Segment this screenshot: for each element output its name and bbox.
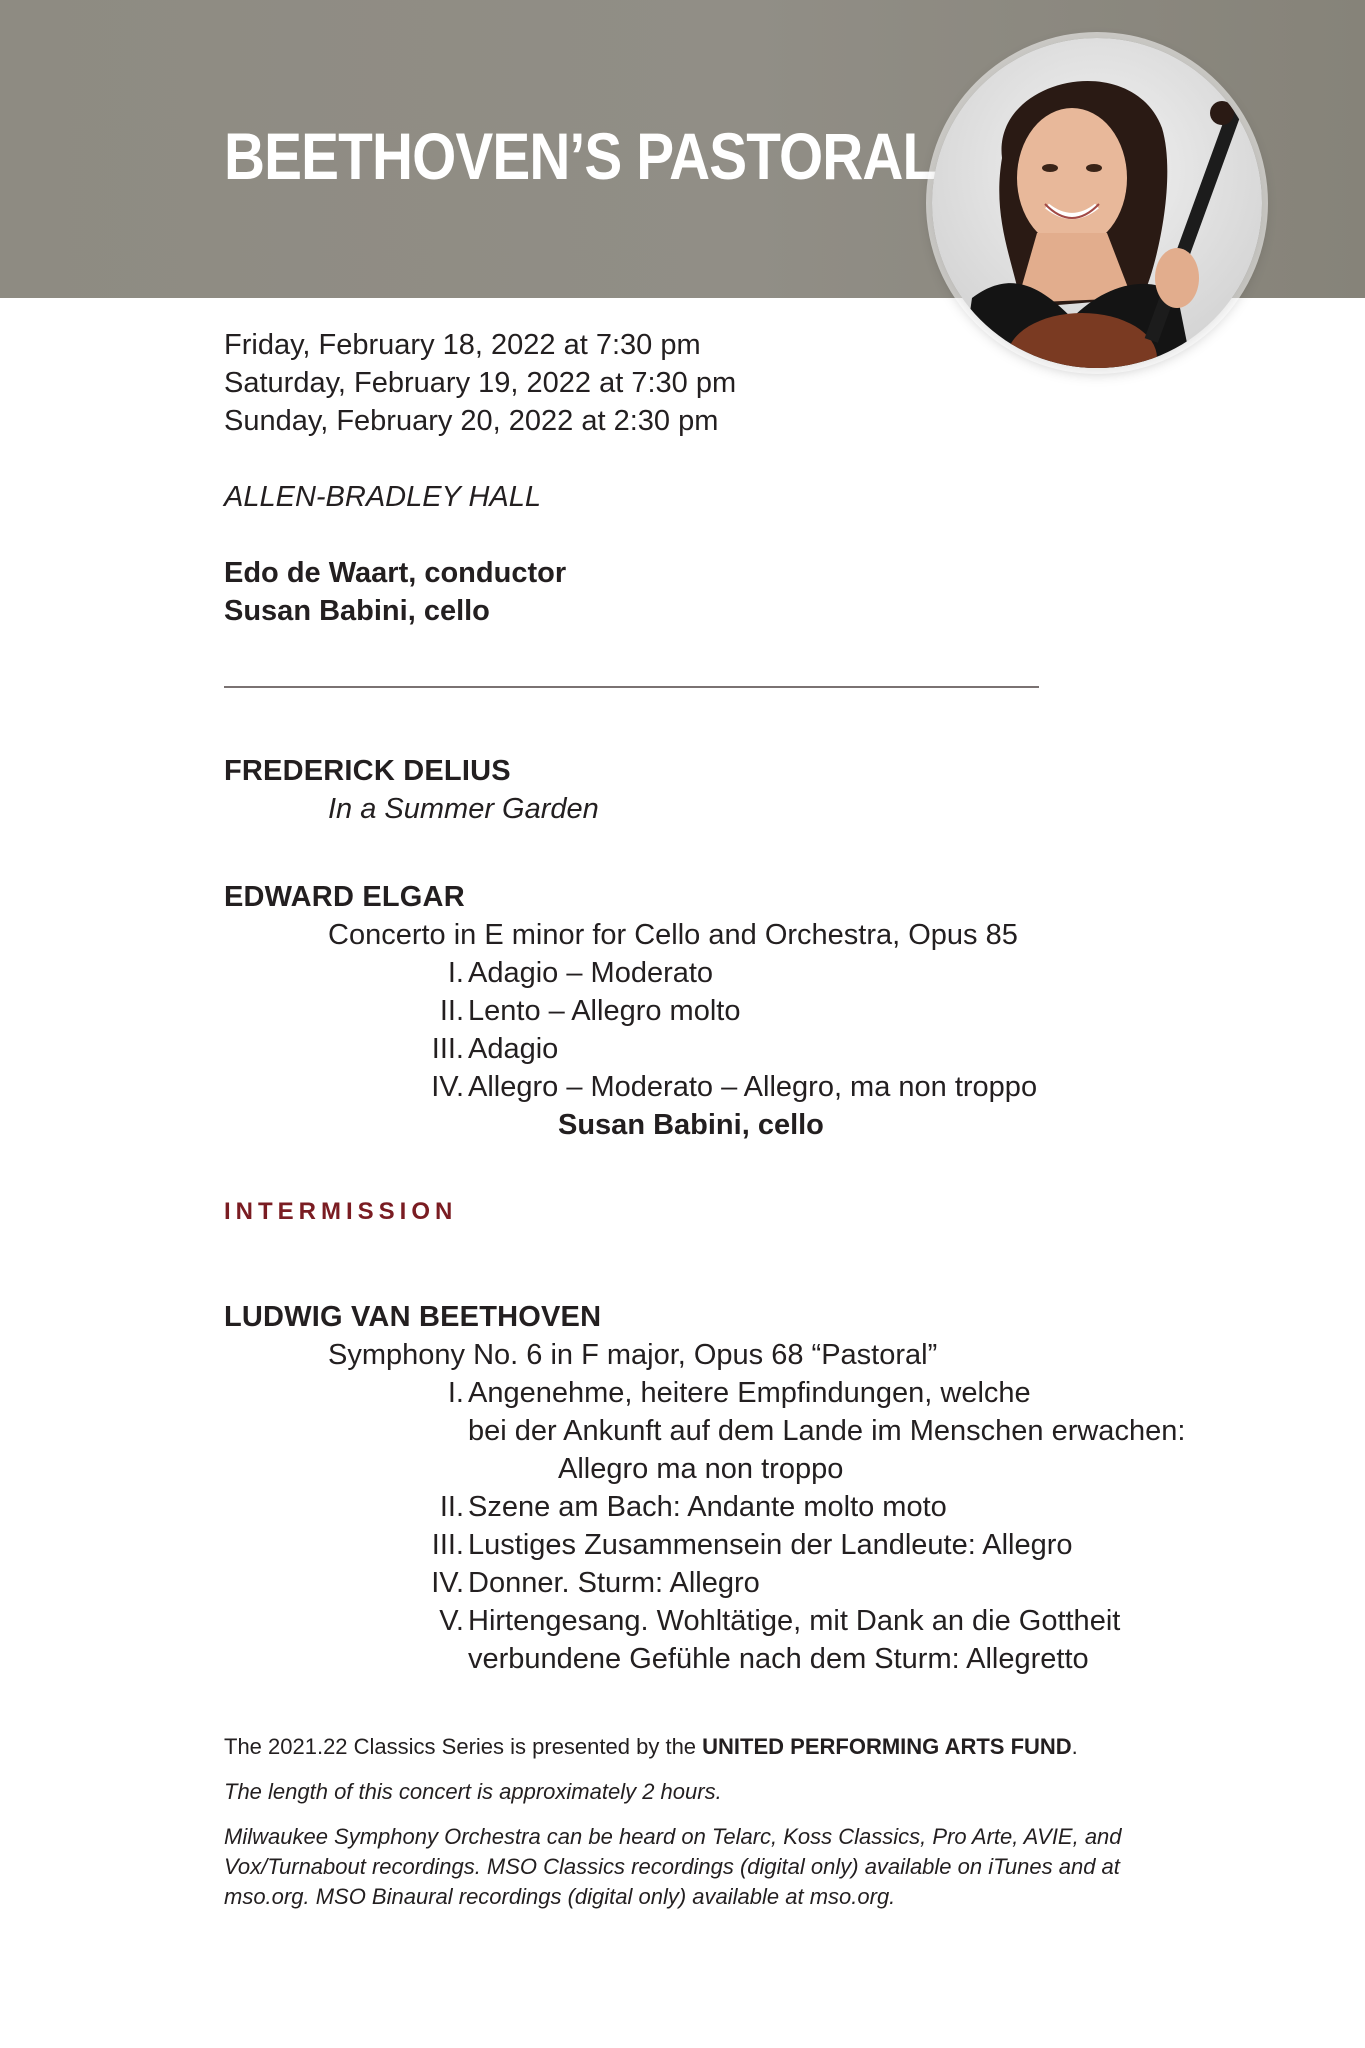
movement-number: V. — [439, 1605, 464, 1637]
movement-title: Donner. Sturm: Allegro — [468, 1567, 760, 1599]
elgar-soloist: Susan Babini, cello — [558, 1109, 824, 1141]
intermission-heading: INTERMISSION — [224, 1198, 458, 1225]
movement-title: Allegro – Moderato – Allegro, ma non troppo — [468, 1071, 1038, 1103]
movement-title-continued: verbundene Gefühle nach dem Sturm: Allegretto — [468, 1643, 1089, 1675]
cellist-portrait-icon — [932, 38, 1262, 368]
movement-number: IV. — [431, 1071, 464, 1103]
movement-number: II. — [439, 1491, 464, 1523]
date-1: Friday, February 18, 2022 at 7:30 pm — [224, 329, 701, 361]
sponsor-suffix: . — [1071, 1734, 1078, 1759]
movement-title: Adagio – Moderato — [468, 957, 714, 989]
work-delius: In a Summer Garden — [328, 793, 599, 825]
venue: ALLEN-BRADLEY HALL — [224, 481, 542, 513]
work-elgar: Concerto in E minor for Cello and Orchestra, Opus 85 — [328, 919, 1018, 951]
divider — [224, 686, 1039, 688]
movement-title: Adagio — [468, 1033, 559, 1065]
sponsor-line — [224, 1732, 1078, 1762]
movement-number: II. — [439, 995, 464, 1027]
recordings-line-3: mso.org. MSO Binaural recordings (digital only) available at mso.org. — [224, 1884, 896, 1909]
movement-number: IV. — [431, 1567, 464, 1599]
page-title: BEETHOVEN’S PASTORAL — [224, 119, 937, 193]
composer-elgar: EDWARD ELGAR — [224, 881, 465, 913]
movement-title: Lento – Allegro molto — [468, 995, 741, 1027]
movement-tempo: Allegro ma non troppo — [558, 1453, 844, 1485]
composer-beethoven: LUDWIG VAN BEETHOVEN — [224, 1301, 602, 1333]
movement-title: Hirtengesang. Wohltätige, mit Dank an die Gottheit — [468, 1605, 1121, 1637]
movement-number: III. — [431, 1529, 464, 1561]
length-note: The length of this concert is approximately 2 hours. — [224, 1779, 722, 1804]
sponsor-name: UNITED PERFORMING ARTS FUND — [702, 1734, 1072, 1759]
work-beethoven: Symphony No. 6 in F major, Opus 68 “Pastoral” — [328, 1339, 938, 1371]
movement-number: I. — [447, 957, 464, 989]
movement-title: Szene am Bach: Andante molto moto — [468, 1491, 947, 1523]
date-2: Saturday, February 19, 2022 at 7:30 pm — [224, 367, 737, 399]
date-3: Sunday, February 20, 2022 at 2:30 pm — [224, 405, 719, 437]
recordings-line-1: Milwaukee Symphony Orchestra can be heard on Telarc, Koss Classics, Pro Arte, AVIE, and — [224, 1824, 1122, 1849]
soloist: Susan Babini, cello — [224, 595, 490, 627]
composer-delius: FREDERICK DELIUS — [224, 755, 511, 787]
recordings-line-2: Vox/Turnabout recordings. MSO Classics recordings (digital only) available on iTunes and at — [224, 1854, 1120, 1879]
movement-number: I. — [447, 1377, 464, 1409]
movement-title-continued: bei der Ankunft auf dem Lande im Menschen erwachen: — [468, 1415, 1186, 1447]
sponsor-prefix: The 2021.22 Classics Series is presented by the — [224, 1734, 703, 1759]
conductor: Edo de Waart, conductor — [224, 557, 567, 589]
movement-title: Angenehme, heitere Empfindungen, welche — [468, 1377, 1031, 1409]
movement-title: Lustiges Zusammensein der Landleute: Allegro — [468, 1529, 1073, 1561]
movement-number: III. — [431, 1033, 464, 1065]
